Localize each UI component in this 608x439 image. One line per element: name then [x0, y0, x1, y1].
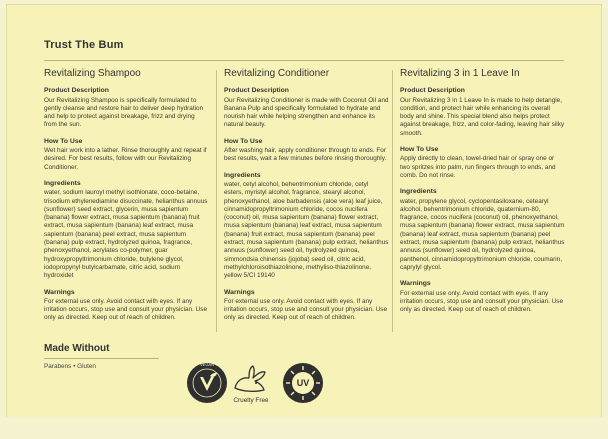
shampoo-title: Revitalizing Shampoo	[44, 68, 141, 79]
shampoo-howto-heading: How To Use	[44, 137, 83, 145]
leave-in-ingredients-heading: Ingredients	[400, 188, 437, 196]
shampoo-warnings-heading: Warnings	[44, 288, 75, 296]
conditioner-title: Revitalizing Conditioner	[224, 68, 330, 79]
shampoo-howto: Wet hair work into a lather. Rinse thoroughly and repeat if desired. For best results, follow with our Revitalizing Conditioner.	[44, 147, 207, 171]
header-divider	[44, 60, 564, 61]
conditioner-warnings-heading: Warnings	[224, 288, 255, 296]
shampoo-description: Our Revitalizing Shampoo is specifically formulated to gently cleanse and restore hair to deliver deep hydration and help to protect against breakage, frizz and drying from the sun.	[44, 96, 204, 129]
conditioner-warnings: For external use only. Avoid contact with eyes. If any irritation occurs, stop use and consult your physician. Use only as directed. Keep out of reach of children.	[224, 297, 388, 322]
made-without-title: Made Without	[44, 343, 110, 354]
shampoo-ingredients-heading: Ingredients	[44, 179, 81, 187]
column-leave-in	[400, 70, 565, 314]
bunny-icon	[229, 362, 271, 396]
leave-in-warnings: For external use only. Avoid contact with eyes. If any irritation occurs, stop use and consult your physician. Use only as directed. Keep out of reach of children.	[400, 289, 564, 314]
leave-in-desc-heading: Product Description	[400, 87, 465, 95]
column-shampoo	[44, 70, 209, 323]
leave-in-description: Our Revitalizing 3 in 1 Leave In is made to help detangle, condition, and protect hair while enhancing its overall body and shine. This special blend also helps protect against breakage, frizz, and color-fading, leaving hair silky smooth.	[400, 96, 565, 137]
conditioner-description: Our Revitalizing Conditioner is made with Coconut Oil and Banana Pulp and specifically formulated to hydrate and nourish hair while helping strengthen and enhance its natural beauty.	[224, 96, 389, 129]
made-without-divider	[44, 358, 159, 359]
brand-name: Trust The Bum	[44, 39, 124, 51]
column-conditioner	[224, 70, 389, 323]
conditioner-desc-heading: Product Description	[224, 87, 289, 95]
conditioner-ingredients-heading: Ingredients	[224, 171, 261, 179]
leave-in-howto: Apply directly to clean, towel-dried hair or spray one or two spritzes into palm, run fingers through to ends, and comb. Do not rinse.	[400, 155, 556, 179]
leave-in-ingredients: water, propylene glycol, cyclopentasiloxane, cetearyl alcohol, behentrimonium chloride, quaternium-80, fragrance, cocos nucifera (coconut) oil, phenoxyethanol, musa sapientum (banana) flower extract, musa sapientum (banana) leaf extract, musa sapientum (banana) peel extract, musa sapientum (banana) pulp extract, helianthus annuus (sunflower) seed oil, hydrolyzed quinoa, panthenol, cinnamidopropyltrimonium chloride, coumarin, caprylyl glycol.	[400, 197, 565, 271]
leave-in-title: Revitalizing 3 in 1 Leave In	[400, 68, 520, 79]
cruelty-free-label: Cruelty Free	[233, 397, 269, 404]
conditioner-howto-heading: How To Use	[224, 137, 263, 145]
shampoo-desc-heading: Product Description	[44, 87, 109, 95]
uv-badge-text: UV	[296, 378, 310, 388]
made-without-items: Parabens • Gluten	[44, 363, 96, 370]
conditioner-ingredients: water, cetyl alcohol, behentrimonium chloride, cetyl esters, myristyl alcohol, fragrance, stearyl alcohol, phenoxyethanol, aloe barbadensis (aloe vera) leaf juice, cinnamidopropyltrimonium chloride, cocos nucifera (coconut) oil, musa sapientum (banana) flower extract, musa sapientum (banana) leaf extract, musa sapientum (banana) fruit extract, musa sapientum (banana) peel extract, musa sapientum (banana) pulp extract, helianthus annuus (sunflower) seed oil, hydrolyzed quinoa, simmondsia chinensis (jojoba) seed oil, citric acid, methylchloroisothiazolinone, methyliso-thiazolinone, yellow 5/CI 19140	[224, 180, 389, 280]
column-divider	[392, 70, 393, 332]
leave-in-howto-heading: How To Use	[400, 146, 439, 154]
vegan-badge-text: VEGAN	[199, 362, 214, 367]
leave-in-warnings-heading: Warnings	[400, 280, 431, 288]
shampoo-ingredients: water, sodium lauroyl methyl isothionate, coco-betaine, trisodium ethylenediamine disuccinate, helianthus annuus (sunflower) seed extract, glycerin, musa sapientum (banana) flower extract, musa sapientum (banana) fruit extract, musa sapientum (banana) leaf extract, musa sapientum (banana) peel extract, musa sapientum (banana) pulp extract, hydrolyzed quinoa, fragrance, phenoxyethanol, acrylates co-polymer, guar hydroxypropyltrimonium chloride, butylene glycol, iodopropynyl butylcarbamate, citric acid, sodium hydroxidet	[44, 189, 208, 280]
column-divider	[216, 70, 217, 332]
bottom-strip	[0, 417, 608, 439]
shampoo-warnings: For external use only. Avoid contact with eyes. If any irritation occurs, stop use and consult your physician. Use only as directed. Keep out of reach of children.	[44, 297, 208, 322]
conditioner-howto: After washing hair, apply conditioner through to ends. For best results, wait a few minutes before rinsing thoroughly.	[224, 147, 387, 163]
